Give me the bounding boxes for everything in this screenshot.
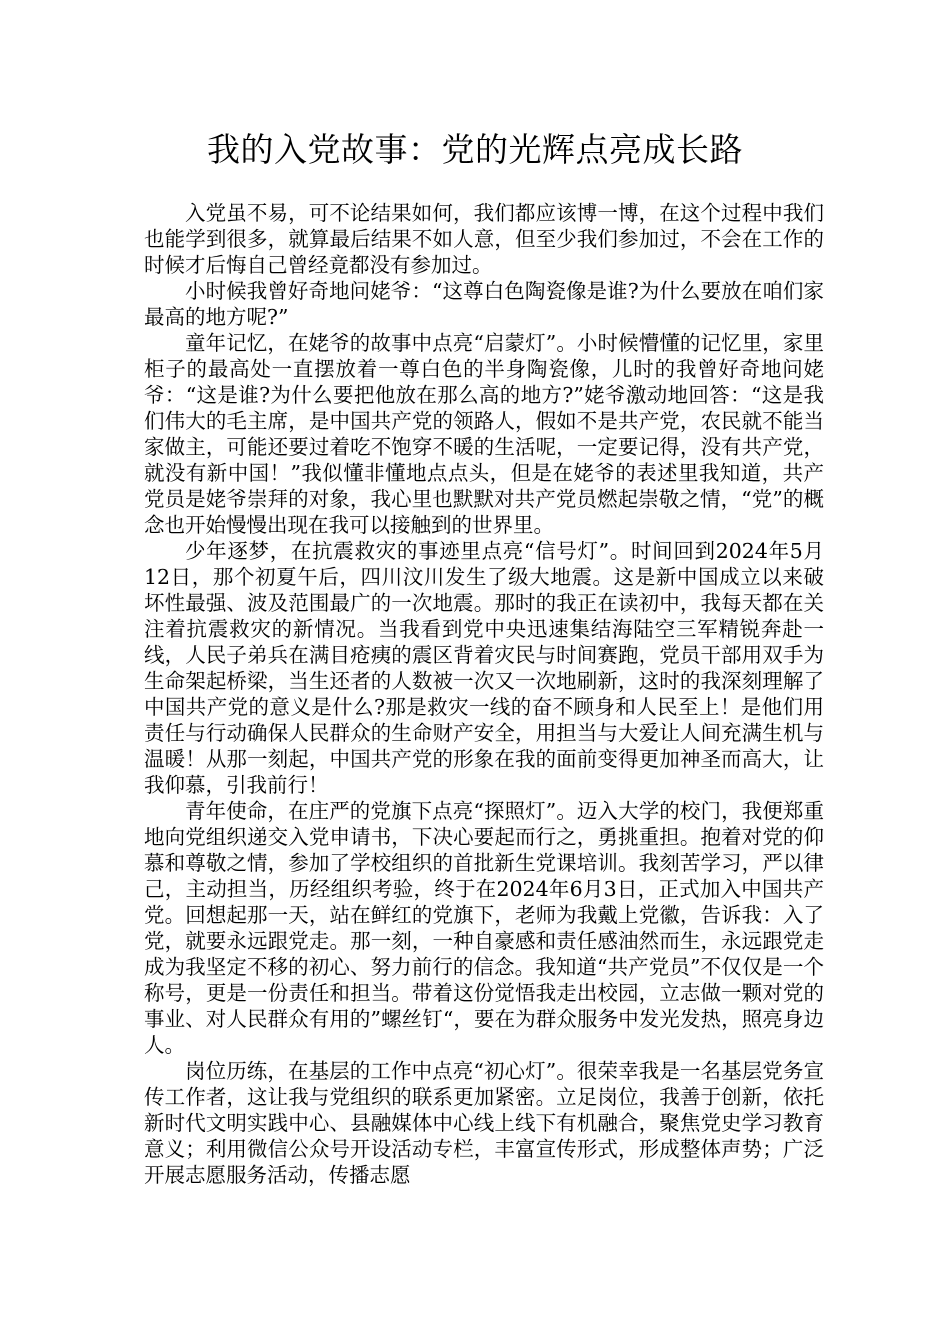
paragraph: 小时候我曾好奇地问姥爷：“这尊白色陶瓷像是谁?为什么要放在咱们家最高的地方呢?” bbox=[144, 279, 824, 329]
paragraph: 青年使命，在庄严的党旗下点亮“探照灯”。迈入大学的校门，我便郑重地向党组织递交入党申请书，下决心要起而行之，勇挑重担。抱着对党的仰慕和尊敬之情，参加了学校组织的首批新生党课培训。我刻苦学习，严以律己，主动担当，历经组织考验，终于在2024年6月3日，正式加入中国共产党。回想起那一天，站在鲜红的党旗下，老师为我戴上党徽，告诉我：入了党，就要永远跟党走。那一刻，一种自豪感和责任感油然而生，永远跟党走成为我坚定不移的初心、努力前行的信念。我知道“共产党员”不仅仅是一个称号，更是一份责任和担当。带着这份觉悟我走出校园，立志做一颗对党的事业、对人民群众有用的”螺丝钉“，要在为群众服务中发光发热，照亮身边人。 bbox=[144, 799, 824, 1057]
document-title: 我的入党故事：党的光辉点亮成长路 bbox=[207, 130, 743, 169]
paragraph: 入党虽不易，可不论结果如何，我们都应该博一博，在这个过程中我们也能学到很多，就算最后结果不如人意，但至少我们参加过，不会在工作的时候才后悔自己曾经竟都没有参加过。 bbox=[144, 201, 824, 277]
paragraph: 童年记忆，在姥爷的故事中点亮“启蒙灯”。小时候懵懂的记忆里，家里柜子的最高处一直摆放着一尊白色的半身陶瓷像，儿时的我曾好奇地问姥爷：“这是谁?为什么要把他放在那么高的地方?”姥爷激动地回答：“这是我们伟大的毛主席，是中国共产党的领路人，假如不是共产党，农民就不能当家做主，可能还要过着吃不饱穿不暖的生活呢，一定要记得，没有共产党，就没有新中国！”我似懂非懂地点点头，但是在姥爷的表述里我知道，共产党员是姥爷崇拜的对象，我心里也默默对共产党员燃起崇敬之情，“党”的概念也开始慢慢出现在我可以接触到的世界里。 bbox=[144, 331, 824, 537]
paragraph: 少年逐梦，在抗震救灾的事迹里点亮“信号灯”。时间回到2024年5月12日，那个初夏午后，四川汶川发生了级大地震。这是新中国成立以来破坏性最强、波及范围最广的一次地震。那时的我正在读初中，我每天都在关注着抗震救灾的新情况。当我看到党中央迅速集结海陆空三军精锐奔赴一线，人民子弟兵在满目疮痍的震区背着灾民与时间赛跑，党员干部用双手为生命架起桥梁，当生还者的人数被一次又一次地刷新，这时的我深刻理解了中国共产党的意义是什么?那是救灾一线的奋不顾身和人民至上！是他们用责任与行动确保人民群众的生命财产安全，用担当与大爱让人间充满生机与温暖！从那一刻起，中国共产党的形象在我的面前变得更加神圣而高大，让我仰慕，引我前行！ bbox=[144, 539, 824, 797]
paragraph: 岗位历练，在基层的工作中点亮“初心灯”。很荣幸我是一名基层党务宣传工作者，这让我与党组织的联系更加紧密。立足岗位，我善于创新，依托新时代文明实践中心、县融媒体中心线上线下有机融合，聚焦党史学习教育意义；利用微信公众号开设活动专栏，丰富宣传形式，形成整体声势；广泛开展志愿服务活动，传播志愿 bbox=[144, 1059, 824, 1187]
document-body bbox=[144, 200, 824, 1188]
